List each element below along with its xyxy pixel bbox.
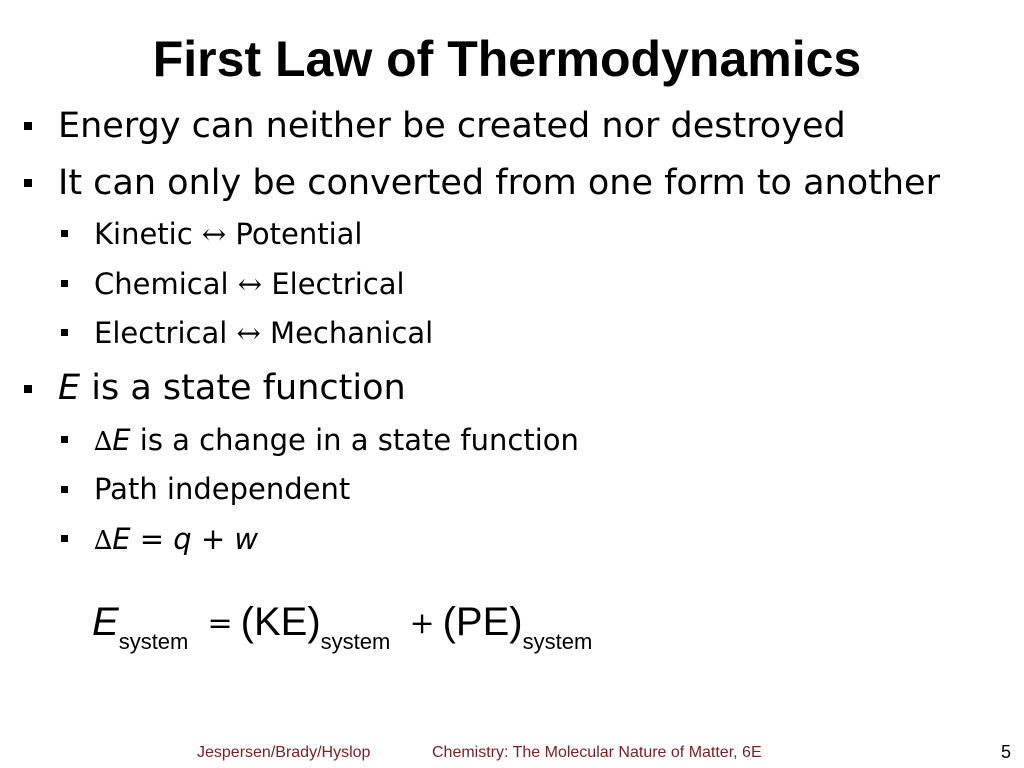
sub-bullet-delta-e-equation <box>94 521 258 559</box>
equation-term-ke-subscript: system <box>320 629 391 654</box>
sub-bullet-path-independent <box>94 471 350 507</box>
delta-symbol: ∆ <box>94 526 113 556</box>
conversion-to: Potential <box>235 217 363 251</box>
plus-sign: + <box>409 606 435 641</box>
double-arrow-icon: ↔ <box>237 267 263 301</box>
conversion-from: Chemical <box>94 267 229 301</box>
sub-bullet-delta-e <box>94 422 579 460</box>
energy-variable: E <box>58 368 81 408</box>
equals-sign: = <box>207 606 233 641</box>
double-arrow-icon: ↔ <box>201 217 227 251</box>
equation-lhs-subscript: system <box>118 629 189 654</box>
bullet-state-function <box>58 366 406 410</box>
energy-equation <box>92 598 592 652</box>
conversion-to: Mechanical <box>270 316 434 350</box>
energy-variable: E <box>112 423 131 457</box>
delta-e-equation: E = q + w <box>112 522 259 556</box>
bullet-marker <box>24 385 32 393</box>
sub-bullet-kinetic-potential <box>94 216 362 252</box>
slide-title: First Law of Thermodynamics <box>152 31 862 87</box>
sub-bullet-electrical-mechanical <box>94 315 433 351</box>
conversion-from: Kinetic <box>94 217 193 251</box>
delta-symbol: ∆ <box>94 427 113 457</box>
bullet-text: It can only be converted from one form to another <box>58 163 940 203</box>
bullet-conversion <box>58 161 940 205</box>
footer-book-title: Chemistry: The Molecular Nature of Matter, 6E <box>432 744 762 761</box>
sub-bullet-chemical-electrical <box>94 266 405 302</box>
equation-term-pe: (PE) <box>442 600 523 644</box>
bullet-text: Energy can neither be created nor destroyed <box>58 106 846 146</box>
conversion-to: Electrical <box>271 267 405 301</box>
sub-bullet-marker <box>61 329 68 336</box>
bullet-marker <box>24 179 32 187</box>
sub-bullet-marker <box>61 230 68 237</box>
double-arrow-icon: ↔ <box>236 316 261 350</box>
sub-bullet-marker <box>61 436 68 443</box>
bullet-text: is a state function <box>91 368 406 408</box>
equation-term-ke: (KE) <box>240 600 321 644</box>
footer-authors: Jespersen/Brady/Hyslop <box>197 744 371 761</box>
sub-bullet-marker <box>61 280 68 287</box>
bullet-marker <box>24 122 32 130</box>
bullet-text: Path independent <box>94 472 351 506</box>
page-number: 5 <box>1001 742 1012 762</box>
bullet-energy-conservation <box>58 104 846 148</box>
sub-bullet-marker <box>61 535 68 542</box>
bullet-text: is a change in a state function <box>139 423 579 457</box>
equation-term-pe-subscript: system <box>522 629 593 654</box>
equation-lhs-var: E <box>92 600 119 644</box>
sub-bullet-marker <box>61 486 68 493</box>
conversion-from: Electrical <box>94 316 228 350</box>
